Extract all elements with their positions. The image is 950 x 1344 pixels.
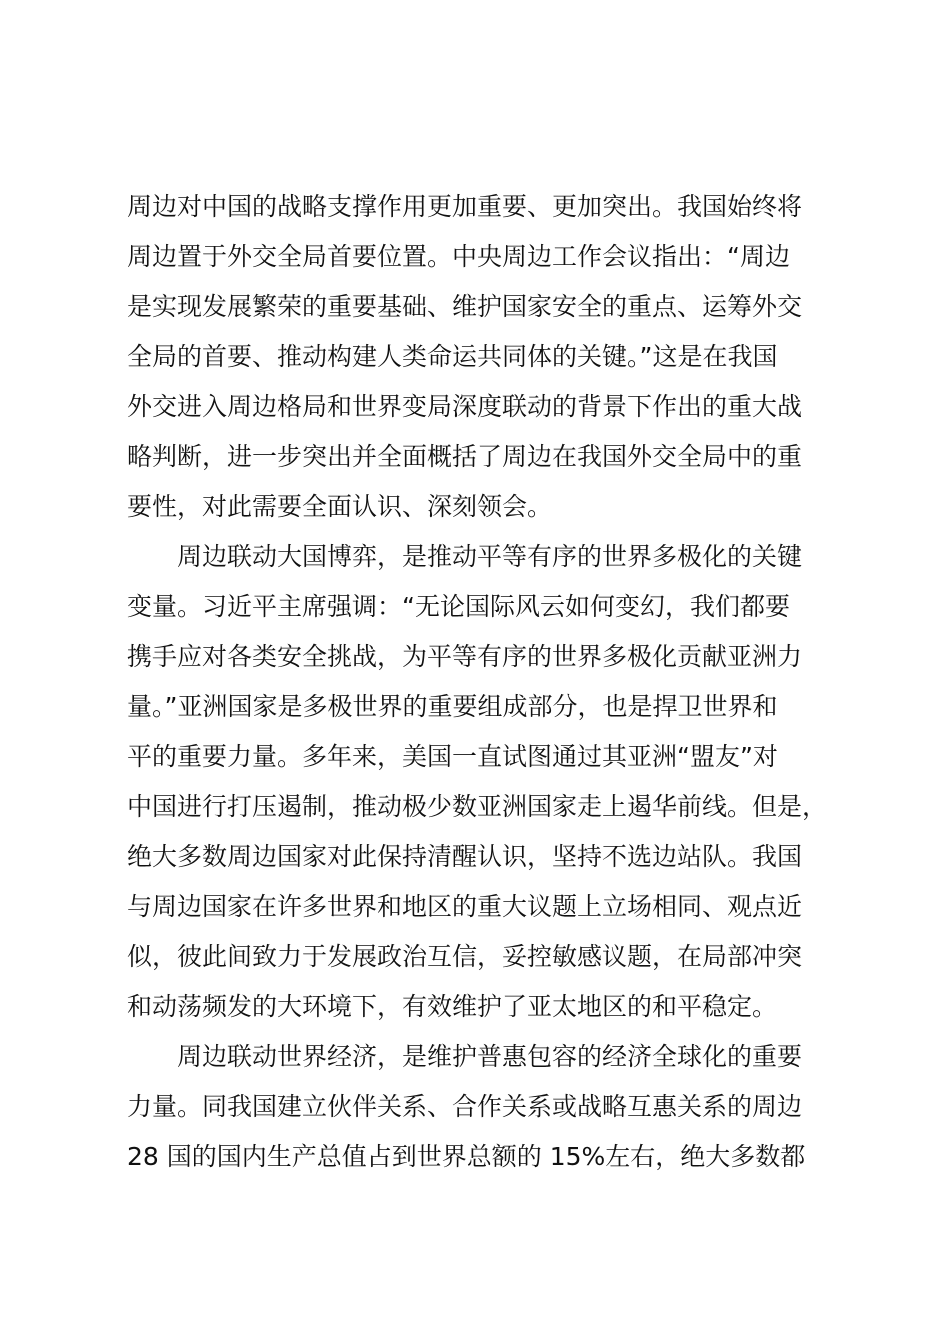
text-line-7: 要性，对此需要全面认识、深刻领会。 [127,492,553,521]
text-line-18: 周边联动世界经济，是维护普惠包容的经济全球化的重要 [127,1042,803,1071]
text-line-15: 与周边国家在许多世界和地区的重大议题上立场相同、观点近 [127,892,803,921]
text-line-16: 似，彼此间致力于发展政治互信，妥控敏感议题，在局部冲突 [127,942,803,971]
text-line-9: 变量。习近平主席强调：“无论国际风云如何变幻，我们都要 [127,592,790,621]
text-line-3: 是实现发展繁荣的重要基础、维护国家安全的重点、运筹外交 [127,292,803,321]
text-line-2: 周边置于外交全局首要位置。中央周边工作会议指出：“周边 [127,242,790,271]
text-line-6: 略判断，进一步突出并全面概括了周边在我国外交全局中的重 [127,442,803,471]
text-line-20: 28 国的国内生产总值占到世界总额的 15%左右，绝大多数都 [127,1142,806,1171]
text-line-19: 力量。同我国建立伙伴关系、合作关系或战略互惠关系的周边 [127,1092,803,1121]
text-line-1: 周边对中国的战略支撑作用更加重要、更加突出。我国始终将 [127,192,803,221]
text-line-14: 绝大多数周边国家对此保持清醒认识，坚持不选边站队。我国 [127,842,803,871]
text-line-11: 量。”亚洲国家是多极世界的重要组成部分，也是捍卫世界和 [127,692,778,721]
text-line-5: 外交进入周边格局和世界变局深度联动的背景下作出的重大战 [127,392,803,421]
text-line-17: 和动荡频发的大环境下，有效维护了亚太地区的和平稳定。 [127,992,778,1021]
body-text [127,182,847,1182]
text-line-8: 周边联动大国博弈，是推动平等有序的世界多极化的关键 [127,542,803,571]
text-line-10: 携手应对各类安全挑战，为平等有序的世界多极化贡献亚洲力 [127,642,803,671]
text-line-13: 中国进行打压遏制，推动极少数亚洲国家走上遏华前线。但是， [127,792,828,821]
text-line-4: 全局的首要、推动构建人类命运共同体的关键。”这是在我国 [127,342,778,371]
text-line-12: 平的重要力量。多年来，美国一直试图通过其亚洲“盟友”对 [127,742,778,771]
